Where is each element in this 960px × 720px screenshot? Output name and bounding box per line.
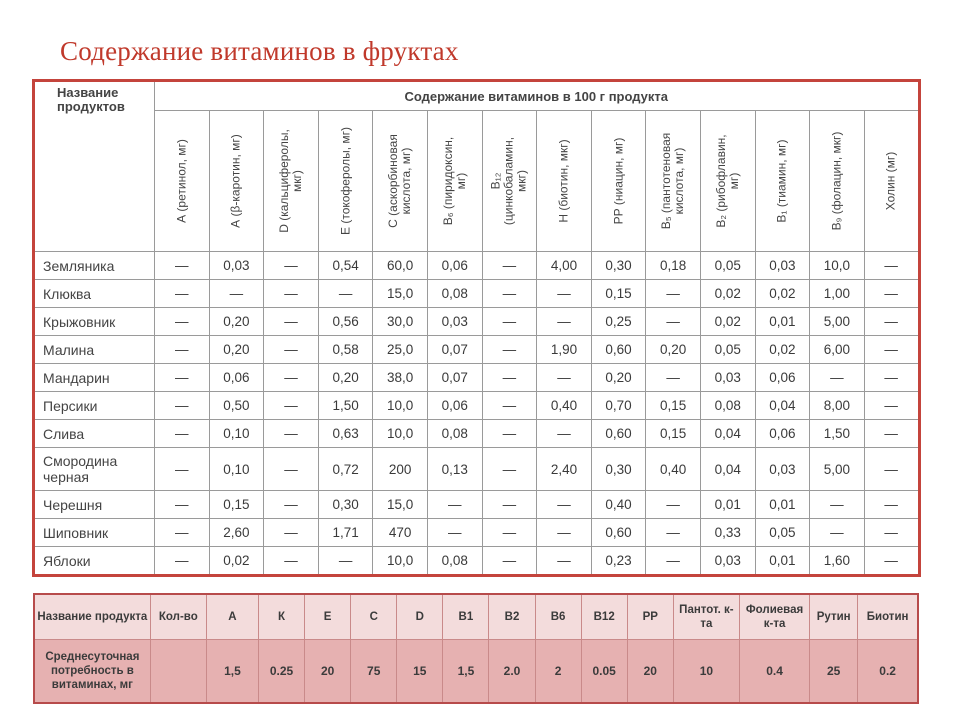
vitamin-value-cell: — bbox=[427, 519, 482, 547]
norms-value-cell: 0.4 bbox=[739, 640, 809, 704]
vitamin-column-label: С (аскорбиновая кислота, мг) bbox=[386, 134, 414, 228]
vitamin-value-cell: — bbox=[155, 336, 210, 364]
norms-value-cell: 10 bbox=[673, 640, 739, 704]
vitamin-column-label: А (β-каротин, мг) bbox=[228, 134, 243, 228]
norms-header-cell: В6 bbox=[535, 594, 581, 640]
vitamin-value-cell: 0,40 bbox=[646, 448, 701, 491]
norms-header-cell: В12 bbox=[581, 594, 627, 640]
vitamin-value-cell: — bbox=[537, 364, 592, 392]
table-row bbox=[34, 280, 920, 308]
vitamin-value-cell: — bbox=[646, 308, 701, 336]
vitamin-value-cell: — bbox=[318, 280, 373, 308]
vitamin-column-label: D (кальциферолы, мкг) bbox=[276, 129, 304, 233]
vitamin-value-cell: 15,0 bbox=[373, 280, 428, 308]
vitamin-value-cell: 0,08 bbox=[427, 547, 482, 576]
table-row bbox=[34, 308, 920, 336]
table-row bbox=[34, 547, 920, 576]
vitamin-value-cell: 1,50 bbox=[810, 420, 865, 448]
vitamin-value-cell: 0,60 bbox=[591, 336, 646, 364]
vitamin-value-cell: — bbox=[482, 252, 537, 280]
vitamin-column-label: B₁₂ (цинкобаламин, мкг) bbox=[488, 136, 529, 226]
vitamin-content-table bbox=[32, 79, 921, 577]
vitamin-value-cell: 10,0 bbox=[810, 252, 865, 280]
vitamin-value-cell: 0,30 bbox=[318, 491, 373, 519]
vitamin-value-cell: 0,20 bbox=[591, 364, 646, 392]
table-row bbox=[34, 420, 920, 448]
norms-value-cell: 75 bbox=[351, 640, 397, 704]
table-row bbox=[34, 252, 920, 280]
norms-row-label: Среднесуточная потребность в витаминах, мг bbox=[34, 640, 150, 704]
norms-header-cell: Пантот. к-та bbox=[673, 594, 739, 640]
daily-norms-table bbox=[33, 593, 919, 704]
vitamin-value-cell: — bbox=[482, 448, 537, 491]
vitamin-value-cell: — bbox=[646, 491, 701, 519]
norms-value-cell: 15 bbox=[397, 640, 443, 704]
norms-header-cell: С bbox=[351, 594, 397, 640]
product-name: Шиповник bbox=[34, 519, 155, 547]
norms-header-cell: Название продукта bbox=[34, 594, 150, 640]
vitamin-value-cell: — bbox=[646, 364, 701, 392]
vitamin-value-cell: — bbox=[264, 448, 319, 491]
vitamin-value-cell: — bbox=[537, 280, 592, 308]
vitamin-value-cell: — bbox=[537, 308, 592, 336]
vitamin-value-cell: — bbox=[864, 547, 919, 576]
vitamin-value-cell: 0,10 bbox=[209, 420, 264, 448]
table-row bbox=[34, 392, 920, 420]
vitamin-value-cell: 1,60 bbox=[810, 547, 865, 576]
vitamin-value-cell: — bbox=[864, 308, 919, 336]
table-row bbox=[34, 448, 920, 491]
norms-header-cell: Фолиевая к-та bbox=[739, 594, 809, 640]
vitamin-value-cell: 0,15 bbox=[646, 392, 701, 420]
vitamin-value-cell: 0,15 bbox=[209, 491, 264, 519]
vitamin-value-cell: — bbox=[537, 519, 592, 547]
vitamin-value-cell: 0,06 bbox=[755, 364, 810, 392]
vitamin-value-cell: 0,15 bbox=[646, 420, 701, 448]
vitamin-value-cell: — bbox=[864, 448, 919, 491]
vitamin-value-cell: — bbox=[155, 252, 210, 280]
vitamin-value-cell: 0,03 bbox=[755, 448, 810, 491]
content-header: Содержание витаминов в 100 г продукта bbox=[155, 81, 920, 111]
vitamin-value-cell: — bbox=[537, 547, 592, 576]
vitamin-value-cell: — bbox=[427, 491, 482, 519]
vitamin-value-cell: 0,06 bbox=[209, 364, 264, 392]
vitamin-value-cell: 2,60 bbox=[209, 519, 264, 547]
vitamin-value-cell: — bbox=[864, 336, 919, 364]
vitamin-value-cell: 0,01 bbox=[755, 491, 810, 519]
vitamin-value-cell: — bbox=[482, 392, 537, 420]
norms-header-cell: В2 bbox=[489, 594, 535, 640]
vitamin-column-header bbox=[264, 111, 319, 252]
norms-value-cell: 2.0 bbox=[489, 640, 535, 704]
vitamin-value-cell: 0,07 bbox=[427, 336, 482, 364]
product-name: Клюква bbox=[34, 280, 155, 308]
vitamin-value-cell: — bbox=[864, 392, 919, 420]
vitamin-table-body bbox=[34, 252, 920, 576]
vitamin-value-cell: — bbox=[482, 547, 537, 576]
vitamin-value-cell: 0,54 bbox=[318, 252, 373, 280]
norms-value-cell: 25 bbox=[810, 640, 858, 704]
vitamin-value-cell: — bbox=[482, 364, 537, 392]
vitamin-value-cell: — bbox=[864, 364, 919, 392]
vitamin-column-label: B₁ (тиамин, мг) bbox=[774, 139, 789, 223]
vitamin-column-header bbox=[700, 111, 755, 252]
vitamin-value-cell: 0,01 bbox=[700, 491, 755, 519]
vitamin-value-cell: 0,72 bbox=[318, 448, 373, 491]
vitamin-value-cell: 1,00 bbox=[810, 280, 865, 308]
vitamin-value-cell: 0,58 bbox=[318, 336, 373, 364]
product-name: Яблоки bbox=[34, 547, 155, 576]
table-row bbox=[34, 364, 920, 392]
vitamin-column-header bbox=[373, 111, 428, 252]
vitamin-value-cell: 0,05 bbox=[700, 336, 755, 364]
vitamin-value-cell: 0,07 bbox=[427, 364, 482, 392]
vitamin-value-cell: — bbox=[482, 336, 537, 364]
vitamin-value-cell: 38,0 bbox=[373, 364, 428, 392]
product-name-header: Название продуктов bbox=[34, 81, 155, 252]
product-name: Крыжовник bbox=[34, 308, 155, 336]
product-name: Мандарин bbox=[34, 364, 155, 392]
vitamin-value-cell: — bbox=[264, 252, 319, 280]
vitamin-value-cell: 0,56 bbox=[318, 308, 373, 336]
vitamin-value-cell: 0,20 bbox=[646, 336, 701, 364]
vitamin-value-cell: — bbox=[482, 519, 537, 547]
norms-header-cell: В1 bbox=[443, 594, 489, 640]
norms-value-cell: 20 bbox=[627, 640, 673, 704]
vitamin-value-cell: 0,03 bbox=[700, 547, 755, 576]
vitamin-column-header bbox=[646, 111, 701, 252]
vitamin-column-header bbox=[591, 111, 646, 252]
vitamin-value-cell: 0,33 bbox=[700, 519, 755, 547]
vitamin-value-cell: 1,71 bbox=[318, 519, 373, 547]
vitamin-column-label: B₆ (пиридоксин, мг) bbox=[440, 136, 468, 226]
norms-header-cell: К bbox=[258, 594, 304, 640]
page-title: Содержание витаминов в фруктах bbox=[60, 36, 459, 66]
vitamin-value-cell: 6,00 bbox=[810, 336, 865, 364]
vitamin-value-cell: — bbox=[264, 280, 319, 308]
vitamin-value-cell: — bbox=[155, 547, 210, 576]
vitamin-value-cell: — bbox=[264, 491, 319, 519]
vitamin-value-cell: — bbox=[864, 252, 919, 280]
vitamin-value-cell: — bbox=[864, 491, 919, 519]
vitamin-value-cell: 0,30 bbox=[591, 448, 646, 491]
vitamin-value-cell: — bbox=[264, 519, 319, 547]
vitamin-column-headers bbox=[34, 111, 920, 252]
table-row bbox=[34, 336, 920, 364]
vitamin-column-header bbox=[537, 111, 592, 252]
vitamin-value-cell: 0,02 bbox=[700, 308, 755, 336]
vitamin-value-cell: 0,01 bbox=[755, 547, 810, 576]
vitamin-value-cell: — bbox=[864, 420, 919, 448]
vitamin-table-header-row bbox=[34, 81, 920, 111]
vitamin-value-cell: — bbox=[482, 420, 537, 448]
vitamin-value-cell: 15,0 bbox=[373, 491, 428, 519]
vitamin-value-cell: — bbox=[264, 392, 319, 420]
vitamin-value-cell: 0,04 bbox=[700, 448, 755, 491]
vitamin-value-cell: — bbox=[209, 280, 264, 308]
vitamin-column-header bbox=[482, 111, 537, 252]
product-name: Слива bbox=[34, 420, 155, 448]
table-row bbox=[34, 519, 920, 547]
table-row bbox=[34, 491, 920, 519]
vitamin-value-cell: — bbox=[537, 491, 592, 519]
vitamin-column-label: А (ретинол, мг) bbox=[174, 139, 189, 223]
vitamin-value-cell: — bbox=[264, 547, 319, 576]
vitamin-value-cell: 200 bbox=[373, 448, 428, 491]
vitamin-value-cell: 0,06 bbox=[755, 420, 810, 448]
vitamin-column-label: B₅ (пантотеновая кислота, мг) bbox=[659, 132, 687, 230]
vitamin-column-label: Е (токоферолы, мг) bbox=[338, 127, 353, 235]
norms-header-cell: D bbox=[397, 594, 443, 640]
norms-value-cell: 20 bbox=[305, 640, 351, 704]
vitamin-value-cell: — bbox=[318, 547, 373, 576]
norms-header-cell: РР bbox=[627, 594, 673, 640]
vitamin-value-cell: 4,00 bbox=[537, 252, 592, 280]
vitamin-value-cell: 0,03 bbox=[700, 364, 755, 392]
norms-value-cell: 1,5 bbox=[443, 640, 489, 704]
vitamin-column-header bbox=[318, 111, 373, 252]
product-name: Смородина черная bbox=[34, 448, 155, 491]
vitamin-value-cell: 0,13 bbox=[427, 448, 482, 491]
vitamin-value-cell: — bbox=[155, 519, 210, 547]
vitamin-column-label: B₂ (рибофлавин, мг) bbox=[713, 134, 741, 228]
vitamin-value-cell: — bbox=[482, 491, 537, 519]
vitamin-value-cell: — bbox=[864, 519, 919, 547]
vitamin-column-label: РР (ниацин, мг) bbox=[611, 137, 626, 225]
vitamin-value-cell: — bbox=[155, 280, 210, 308]
norms-values-row bbox=[34, 640, 918, 704]
vitamin-value-cell: 0,03 bbox=[427, 308, 482, 336]
vitamin-value-cell: 0,02 bbox=[755, 280, 810, 308]
vitamin-value-cell: — bbox=[646, 547, 701, 576]
vitamin-value-cell: 5,00 bbox=[810, 308, 865, 336]
vitamin-value-cell: 60,0 bbox=[373, 252, 428, 280]
vitamin-column-label: Холин (мг) bbox=[883, 151, 898, 211]
norms-value-cell: 2 bbox=[535, 640, 581, 704]
vitamin-value-cell: 10,0 bbox=[373, 392, 428, 420]
vitamin-value-cell: 0,06 bbox=[427, 252, 482, 280]
vitamin-value-cell: 0,08 bbox=[427, 420, 482, 448]
vitamin-value-cell: — bbox=[155, 491, 210, 519]
vitamin-value-cell: 0,20 bbox=[209, 336, 264, 364]
vitamin-column-header bbox=[155, 111, 210, 252]
vitamin-value-cell: 2,40 bbox=[537, 448, 592, 491]
vitamin-value-cell: — bbox=[264, 336, 319, 364]
product-name: Земляника bbox=[34, 252, 155, 280]
vitamin-value-cell: 0,40 bbox=[591, 491, 646, 519]
vitamin-value-cell: 0,02 bbox=[209, 547, 264, 576]
vitamin-value-cell: 470 bbox=[373, 519, 428, 547]
vitamin-value-cell: — bbox=[810, 491, 865, 519]
vitamin-value-cell: — bbox=[864, 280, 919, 308]
norms-header-row bbox=[34, 594, 918, 640]
vitamin-value-cell: 0,04 bbox=[700, 420, 755, 448]
vitamin-value-cell: 10,0 bbox=[373, 420, 428, 448]
vitamin-column-header bbox=[427, 111, 482, 252]
vitamin-value-cell: — bbox=[646, 519, 701, 547]
vitamin-value-cell: 5,00 bbox=[810, 448, 865, 491]
vitamin-value-cell: — bbox=[155, 420, 210, 448]
vitamin-value-cell: 0,30 bbox=[591, 252, 646, 280]
vitamin-value-cell: 10,0 bbox=[373, 547, 428, 576]
vitamin-value-cell: 25,0 bbox=[373, 336, 428, 364]
vitamin-value-cell: 0,03 bbox=[209, 252, 264, 280]
vitamin-value-cell: 0,08 bbox=[427, 280, 482, 308]
vitamin-value-cell: 0,18 bbox=[646, 252, 701, 280]
vitamin-value-cell: 30,0 bbox=[373, 308, 428, 336]
vitamin-value-cell: 0,05 bbox=[755, 519, 810, 547]
vitamin-value-cell: — bbox=[155, 448, 210, 491]
vitamin-value-cell: 0,20 bbox=[318, 364, 373, 392]
norms-value-cell bbox=[150, 640, 206, 704]
vitamin-value-cell: 0,10 bbox=[209, 448, 264, 491]
vitamin-value-cell: 0,03 bbox=[755, 252, 810, 280]
norms-header-cell: Кол-во bbox=[150, 594, 206, 640]
vitamin-value-cell: 0,02 bbox=[755, 336, 810, 364]
norms-header-cell: Е bbox=[305, 594, 351, 640]
vitamin-value-cell: — bbox=[810, 519, 865, 547]
vitamin-column-header bbox=[864, 111, 919, 252]
vitamin-value-cell: 0,06 bbox=[427, 392, 482, 420]
vitamin-column-header bbox=[755, 111, 810, 252]
vitamin-value-cell: 0,70 bbox=[591, 392, 646, 420]
vitamin-value-cell: — bbox=[264, 308, 319, 336]
norms-header-cell: Биотин bbox=[858, 594, 918, 640]
vitamin-value-cell: — bbox=[155, 392, 210, 420]
vitamin-value-cell: 0,04 bbox=[755, 392, 810, 420]
vitamin-value-cell: 0,15 bbox=[591, 280, 646, 308]
vitamin-value-cell: 0,40 bbox=[537, 392, 592, 420]
vitamin-value-cell: 0,20 bbox=[209, 308, 264, 336]
vitamin-column-label: Н (биотин, мкг) bbox=[556, 139, 571, 223]
norms-value-cell: 1,5 bbox=[206, 640, 258, 704]
vitamin-value-cell: 0,63 bbox=[318, 420, 373, 448]
vitamin-column-label: B₉ (фолацин, мкг) bbox=[829, 131, 844, 231]
vitamin-value-cell: 0,60 bbox=[591, 519, 646, 547]
vitamin-value-cell: — bbox=[482, 280, 537, 308]
vitamin-value-cell: — bbox=[646, 280, 701, 308]
vitamin-value-cell: — bbox=[537, 420, 592, 448]
vitamin-value-cell: — bbox=[810, 364, 865, 392]
vitamin-value-cell: — bbox=[264, 364, 319, 392]
vitamin-value-cell: 1,90 bbox=[537, 336, 592, 364]
norms-header-cell: А bbox=[206, 594, 258, 640]
norms-header-cell: Рутин bbox=[810, 594, 858, 640]
vitamin-value-cell: 0,02 bbox=[700, 280, 755, 308]
vitamin-value-cell: 0,60 bbox=[591, 420, 646, 448]
vitamin-value-cell: 0,01 bbox=[755, 308, 810, 336]
product-name: Черешня bbox=[34, 491, 155, 519]
vitamin-column-header bbox=[810, 111, 865, 252]
product-name: Персики bbox=[34, 392, 155, 420]
vitamin-value-cell: 0,23 bbox=[591, 547, 646, 576]
vitamin-value-cell: — bbox=[264, 420, 319, 448]
vitamin-column-header bbox=[209, 111, 264, 252]
vitamin-value-cell: 0,25 bbox=[591, 308, 646, 336]
product-name: Малина bbox=[34, 336, 155, 364]
vitamin-value-cell: 8,00 bbox=[810, 392, 865, 420]
vitamin-value-cell: 0,50 bbox=[209, 392, 264, 420]
vitamin-value-cell: 1,50 bbox=[318, 392, 373, 420]
vitamin-value-cell: 0,05 bbox=[700, 252, 755, 280]
norms-value-cell: 0.2 bbox=[858, 640, 918, 704]
norms-value-cell: 0.05 bbox=[581, 640, 627, 704]
norms-value-cell: 0.25 bbox=[258, 640, 304, 704]
vitamin-value-cell: — bbox=[482, 308, 537, 336]
vitamin-value-cell: — bbox=[155, 308, 210, 336]
vitamin-value-cell: — bbox=[155, 364, 210, 392]
vitamin-value-cell: 0,08 bbox=[700, 392, 755, 420]
